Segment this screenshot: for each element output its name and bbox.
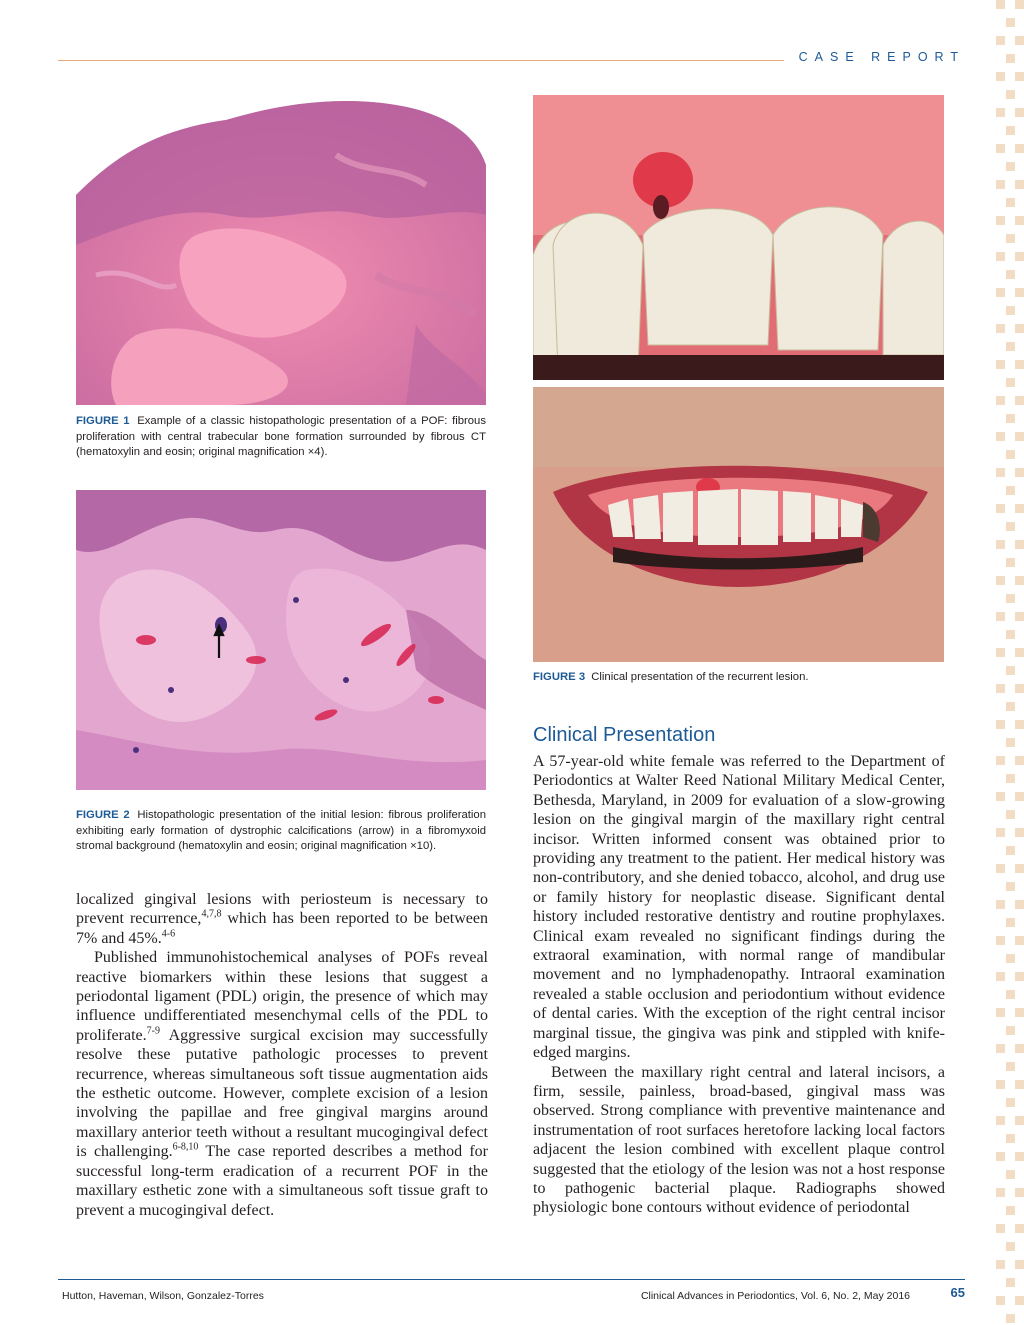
margin-tile xyxy=(1015,504,1024,513)
margin-tile xyxy=(996,936,1005,945)
page-number: 65 xyxy=(950,1285,965,1300)
margin-tile xyxy=(996,1224,1005,1233)
margin-tile xyxy=(1006,522,1015,531)
margin-tile xyxy=(996,972,1005,981)
margin-tile xyxy=(1015,108,1024,117)
margin-tile xyxy=(1015,648,1024,657)
margin-tile xyxy=(1006,126,1015,135)
figure-2-caption xyxy=(76,808,486,855)
margin-tile xyxy=(1015,72,1024,81)
margin-tile xyxy=(996,432,1005,441)
margin-tile xyxy=(996,1080,1005,1089)
margin-tile xyxy=(1006,450,1015,459)
margin-tile xyxy=(996,576,1005,585)
margin-tile xyxy=(1015,792,1024,801)
margin-tile xyxy=(1015,972,1024,981)
margin-tile xyxy=(996,360,1005,369)
paragraph: localized gingival lesions with periosteum is necessary to prevent recurrence,$^{4,7,8}$ which has been reported to be between 7% and 45%.$^{4-6}$ xyxy=(76,891,488,947)
margin-tile xyxy=(996,504,1005,513)
margin-tile xyxy=(1015,36,1024,45)
margin-tile xyxy=(1015,612,1024,621)
section-label: CASE REPORT xyxy=(798,50,965,64)
margin-tile xyxy=(1006,738,1015,747)
margin-tile xyxy=(1015,1296,1024,1305)
margin-tile xyxy=(996,720,1005,729)
margin-tile xyxy=(1015,252,1024,261)
footer-rule xyxy=(58,1279,965,1280)
margin-tile xyxy=(1006,702,1015,711)
margin-tile xyxy=(1006,666,1015,675)
margin-tile xyxy=(1015,288,1024,297)
margin-tile xyxy=(1015,828,1024,837)
margin-tile xyxy=(1006,558,1015,567)
figure-3-label: FIGURE 3 xyxy=(533,671,586,683)
figure-2-histology-image xyxy=(76,490,486,790)
margin-tile xyxy=(1015,144,1024,153)
margin-tile xyxy=(1015,864,1024,873)
margin-tile xyxy=(1006,990,1015,999)
figure-1-label: FIGURE 1 xyxy=(76,415,130,427)
paragraph: A 57-year-old white female was referred to the Department of Periodontics at Walter Reed National Military Medical Center, Bethesda, Maryland, in 2009 for evaluation of a slow-growing lesion on the gingival margin of the maxillary right central incisor. Written informed consent was obtained prior to providing any treatment to the patient. Her medical history was non-contributory, and she denied tobacco, alcohol, and drug use or family history for neoplastic disease. Significant dental history included restorative dentistry and routine prophylaxes. Clinical exam revealed no significant findings during the extraoral examination, with normal range of mandibular movement and no lymphadenopathy. Intraoral examination revealed a stable occlusion and periodontium without evidence of dental caries. With the exception of the right central incisor marginal tissue, the gingiva was pink and stippled with knife-edged margins. xyxy=(533,753,945,1062)
margin-tile xyxy=(1015,468,1024,477)
margin-tile xyxy=(996,540,1005,549)
margin-tile xyxy=(1015,1188,1024,1197)
margin-tile xyxy=(996,216,1005,225)
margin-tile xyxy=(1015,576,1024,585)
margin-tile xyxy=(996,252,1005,261)
margin-tile xyxy=(1015,684,1024,693)
citation: 4,7,8 xyxy=(201,909,222,921)
margin-tile xyxy=(1006,810,1015,819)
footer-authors: Hutton, Haveman, Wilson, Gonzalez-Torres xyxy=(62,1290,264,1302)
header-rule xyxy=(58,60,784,61)
margin-tile xyxy=(996,288,1005,297)
figure-2-label: FIGURE 2 xyxy=(76,809,130,821)
margin-tile xyxy=(1006,54,1015,63)
figure-2-caption-text: Histopathologic presentation of the initial lesion: fibrous proliferation exhibiting early formation of dystrophic calcifications (arrow) in a fibromyxoid stromal background (hematoxylin and eosin; original magnification ×10). xyxy=(76,809,486,852)
margin-tile xyxy=(1006,1314,1015,1323)
margin-tile xyxy=(1006,882,1015,891)
margin-tile xyxy=(1006,342,1015,351)
margin-tile xyxy=(1006,486,1015,495)
margin-tile xyxy=(996,324,1005,333)
margin-tile xyxy=(1006,594,1015,603)
margin-tile xyxy=(1006,414,1015,423)
margin-tile xyxy=(1015,720,1024,729)
margin-tile xyxy=(1006,1278,1015,1287)
margin-tile xyxy=(996,792,1005,801)
margin-tile xyxy=(1015,1224,1024,1233)
margin-tile xyxy=(1006,774,1015,783)
margin-tile xyxy=(1006,1206,1015,1215)
margin-tile xyxy=(1015,180,1024,189)
margin-tile xyxy=(1006,306,1015,315)
margin-tile xyxy=(1015,1080,1024,1089)
margin-tile xyxy=(996,648,1005,657)
margin-tile xyxy=(996,684,1005,693)
left-column-text xyxy=(76,890,488,1220)
margin-tile xyxy=(1015,324,1024,333)
margin-tile xyxy=(1006,846,1015,855)
margin-tile xyxy=(996,396,1005,405)
margin-tile xyxy=(996,900,1005,909)
footer-journal: Clinical Advances in Periodontics, Vol. 6, No. 2, May 2016 xyxy=(640,1290,910,1302)
margin-tile xyxy=(1006,1062,1015,1071)
figure-3-caption-text: Clinical presentation of the recurrent lesion. xyxy=(591,671,809,683)
margin-tile xyxy=(996,1044,1005,1053)
paragraph: Between the maxillary right central and lateral incisors, a firm, sessile, painless, broad-based, gingival mass was observed. Strong compliance with preventive maintenance and instrumentation of root surfaces heretofore lacking local factors adjacent the lesion combined with excellent plaque control suggested that the etiology of the lesion was not a host response to pathogenic bacterial plaque. Radiographs showed physiologic bone contours without evidence of periodontal xyxy=(533,1063,945,1217)
margin-tile xyxy=(1006,90,1015,99)
margin-tile xyxy=(1006,378,1015,387)
margin-tile xyxy=(1015,1044,1024,1053)
margin-tile xyxy=(996,864,1005,873)
margin-tile xyxy=(1015,216,1024,225)
margin-tile xyxy=(996,1260,1005,1269)
margin-tile xyxy=(996,1008,1005,1017)
margin-tile xyxy=(1015,900,1024,909)
margin-tile-pattern xyxy=(996,0,1024,1325)
margin-tile xyxy=(1015,360,1024,369)
margin-tile xyxy=(996,180,1005,189)
margin-tile xyxy=(996,1296,1005,1305)
margin-tile xyxy=(1006,918,1015,927)
paragraph: Published immunohistochemical analyses of POFs reveal reactive biomarkers within these lesions that suggest a periodontal ligament (PDL) origin, the presence of which may influence undifferentiated mesenchymal cells of the PDL to proliferate.$^{7-9}$ Aggressive surgical excision may successfully resolve these putative pathologic processes to prevent recurrence, whereas simultaneous soft tissue augmentation aids the esthetic outcome. However, complete excision of a lesion involving the papillae and free gingival margins around maxillary anterior teeth without a resultant mucogingival defect is challenging.$^{6-8,10}$ The case reported describes a method for successful long-term eradication of a recurrent POF in the maxillary esthetic zone with a simultaneous soft tissue graft to prevent a mucogingival defect. xyxy=(76,949,489,1219)
citation: 7-9 xyxy=(146,1025,160,1037)
margin-tile xyxy=(1006,1026,1015,1035)
margin-tile xyxy=(1015,936,1024,945)
margin-tile xyxy=(996,612,1005,621)
margin-tile xyxy=(1006,1242,1015,1251)
right-column-text xyxy=(533,752,945,1218)
margin-tile xyxy=(996,1152,1005,1161)
margin-tile xyxy=(1015,0,1024,9)
margin-tile xyxy=(996,0,1005,9)
margin-tile xyxy=(1015,1116,1024,1125)
figure-3-smile-photo xyxy=(533,387,944,662)
citation: 4-6 xyxy=(161,928,176,940)
margin-tile xyxy=(1006,18,1015,27)
margin-tile xyxy=(996,1116,1005,1125)
margin-tile xyxy=(1015,432,1024,441)
margin-tile xyxy=(1006,1170,1015,1179)
figure-1-caption-text: Example of a classic histopathologic presentation of a POF: fibrous proliferation with central trabecular bone formation surrounded by fibrous CT (hematoxylin and eosin; original magnification ×4). xyxy=(76,415,486,458)
margin-tile xyxy=(1015,756,1024,765)
citation: 6-8,10 xyxy=(172,1141,199,1153)
margin-tile xyxy=(996,144,1005,153)
margin-tile xyxy=(1015,540,1024,549)
margin-tile xyxy=(996,72,1005,81)
margin-tile xyxy=(1015,1152,1024,1161)
figure-1-caption xyxy=(76,414,486,461)
margin-tile xyxy=(1015,396,1024,405)
margin-tile xyxy=(996,1188,1005,1197)
margin-tile xyxy=(1006,270,1015,279)
margin-tile xyxy=(996,756,1005,765)
margin-tile xyxy=(1006,234,1015,243)
margin-tile xyxy=(996,468,1005,477)
margin-tile xyxy=(996,828,1005,837)
figure-3-closeup-photo xyxy=(533,95,944,380)
section-heading: Clinical Presentation xyxy=(533,724,716,746)
margin-tile xyxy=(1006,630,1015,639)
margin-tile xyxy=(996,108,1005,117)
margin-tile xyxy=(996,36,1005,45)
margin-tile xyxy=(1006,1134,1015,1143)
figure-1-histology-image xyxy=(76,95,486,405)
margin-tile xyxy=(1006,162,1015,171)
margin-tile xyxy=(1006,954,1015,963)
margin-tile xyxy=(1006,198,1015,207)
figure-3-caption xyxy=(533,670,944,686)
margin-tile xyxy=(1006,1098,1015,1107)
margin-tile xyxy=(1015,1008,1024,1017)
margin-tile xyxy=(1015,1260,1024,1269)
